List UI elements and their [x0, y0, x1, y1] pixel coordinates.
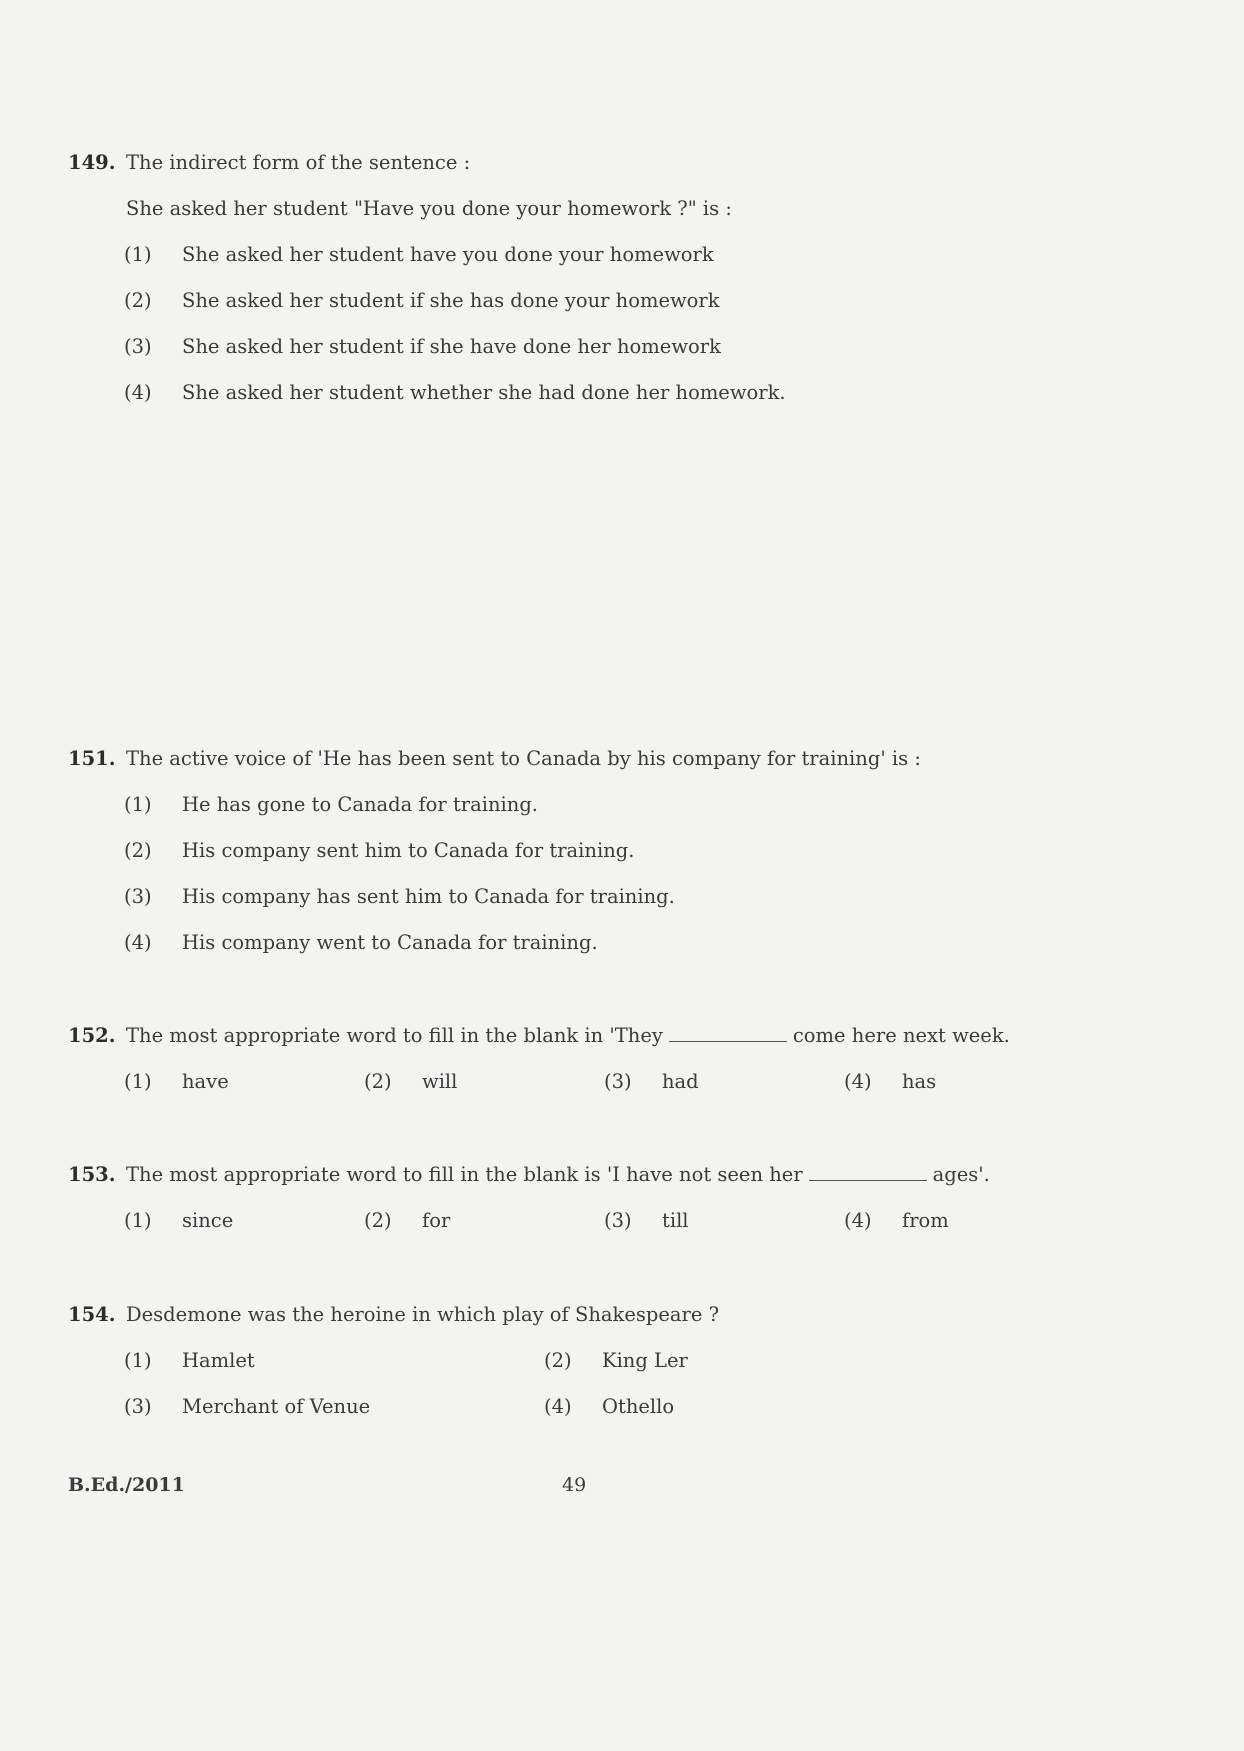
question-subtext: She asked her student "Have you done your homework ?" is :	[126, 197, 732, 220]
question-stem	[68, 1292, 1108, 1338]
option-2: (2) King Ler	[544, 1349, 688, 1372]
option-4: (4) has	[844, 1070, 937, 1093]
question-number: 154.	[68, 1303, 116, 1326]
option-4: (4) from	[844, 1209, 949, 1232]
options-row	[68, 1384, 1108, 1430]
question-153	[68, 1152, 1108, 1244]
option-1: (1) He has gone to Canada for training.	[124, 793, 538, 816]
question-154	[68, 1292, 1108, 1430]
exam-code: B.Ed./2011	[68, 1474, 185, 1496]
question-151	[68, 736, 1108, 966]
question-stem	[68, 1152, 1108, 1198]
option-3: (3) His company has sent him to Canada for training.	[124, 885, 675, 908]
option-2: (2) for	[364, 1209, 451, 1232]
options-row	[68, 1059, 1108, 1105]
option-4: (4) She asked her student whether she had done her homework.	[124, 381, 786, 404]
option-3: (3) had	[604, 1070, 699, 1093]
question-text-after: come here next week.	[792, 1024, 1010, 1047]
fill-blank	[669, 1021, 787, 1042]
question-text-after: ages'.	[932, 1163, 990, 1186]
option-1: (1) have	[124, 1070, 229, 1093]
option-2: (2) She asked her student if she has done your homework	[124, 289, 720, 312]
option-1: (1) Hamlet	[124, 1349, 255, 1372]
question-stem	[68, 736, 1108, 782]
option-3: (3) Merchant of Venue	[124, 1395, 371, 1418]
question-text-before: The most appropriate word to fill in the blank in 'They	[126, 1024, 663, 1047]
option-1: (1) She asked her student have you done your homework	[124, 243, 714, 266]
option-4: (4) His company went to Canada for training.	[124, 931, 598, 954]
option-2: (2) His company sent him to Canada for training.	[124, 839, 635, 862]
question-149	[68, 140, 1108, 416]
question-number: 153.	[68, 1163, 116, 1186]
question-number: 149.	[68, 151, 116, 174]
page-number: 49	[562, 1474, 587, 1496]
question-number: 152.	[68, 1024, 116, 1047]
question-stem	[68, 1013, 1108, 1059]
question-stem	[68, 140, 1108, 186]
question-text: The active voice of 'He has been sent to Canada by his company for training' is :	[126, 747, 921, 770]
option-4: (4) Othello	[544, 1395, 675, 1418]
question-text: The indirect form of the sentence :	[126, 151, 471, 174]
options-row	[68, 1338, 1108, 1384]
question-text-before: The most appropriate word to fill in the blank is 'I have not seen her	[126, 1163, 803, 1186]
option-3: (3) till	[604, 1209, 689, 1232]
option-1: (1) since	[124, 1209, 234, 1232]
option-3: (3) She asked her student if she have done her homework	[124, 335, 721, 358]
question-152	[68, 1013, 1108, 1105]
question-number: 151.	[68, 747, 116, 770]
options-row	[68, 1198, 1108, 1244]
fill-blank	[809, 1160, 927, 1181]
question-text: Desdemone was the heroine in which play of Shakespeare ?	[126, 1303, 720, 1326]
option-2: (2) will	[364, 1070, 458, 1093]
